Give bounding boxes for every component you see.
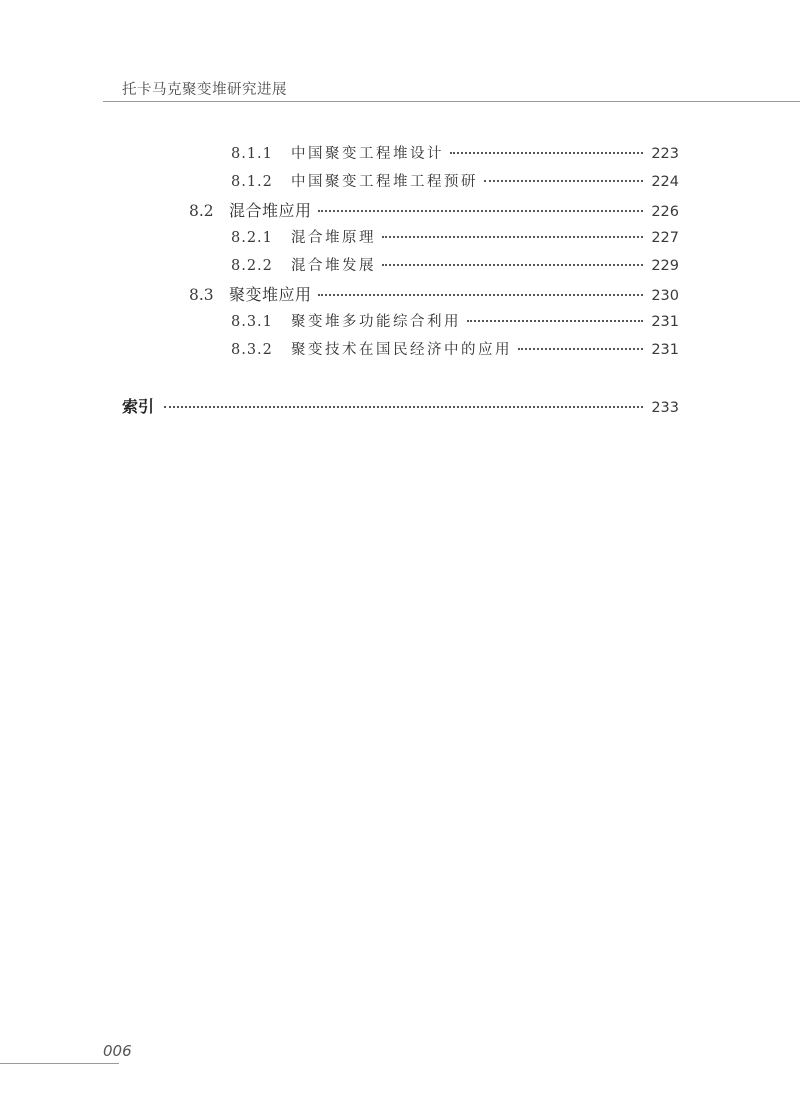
toc-entry-title: 中国聚变工程堆设计 [291, 146, 444, 162]
toc-entry-title: 混合堆原理 [291, 230, 376, 246]
toc-entry-number: 8.1.1 [231, 146, 273, 162]
toc-entry-number: 8.2 [189, 202, 214, 220]
toc-entry-title: 混合堆发展 [291, 258, 376, 274]
toc-entry-title: 中国聚变工程堆工程预研 [291, 174, 478, 190]
toc-entry-page: 227 [651, 230, 679, 246]
toc-entry-8-2[interactable] [189, 198, 679, 220]
toc-entry-page: 226 [651, 204, 679, 220]
toc-dot-leader [382, 236, 643, 238]
toc-entry-number: 8.1.2 [231, 174, 273, 190]
toc-entry-page: 230 [651, 288, 679, 304]
page-number: 006 [103, 1042, 132, 1060]
toc-entry-page: 231 [651, 342, 679, 358]
toc-entry-8-2-2[interactable] [231, 254, 679, 276]
toc-entry-number: 8.3.2 [231, 342, 273, 358]
toc-entry-8-3[interactable] [189, 282, 679, 304]
toc-entry-number: 8.3 [189, 286, 214, 304]
toc-entry-page: 233 [651, 400, 679, 416]
toc-entry-index[interactable] [122, 394, 679, 416]
toc-dot-leader [484, 180, 643, 182]
toc-dot-leader [382, 264, 643, 266]
toc-entry-8-1-2[interactable] [231, 170, 679, 192]
toc-entry-page: 231 [651, 314, 679, 330]
toc-entry-title: 聚变堆应用 [229, 285, 312, 304]
toc-dot-leader [518, 348, 643, 350]
toc-entry-number: 8.2.1 [231, 230, 273, 246]
toc-entry-number: 8.3.1 [231, 314, 273, 330]
toc-entry-8-2-1[interactable] [231, 226, 679, 248]
toc-entry-page: 223 [651, 146, 679, 162]
running-header-title: 托卡马克聚变堆研究进展 [122, 82, 287, 98]
toc-entry-title: 聚变堆多功能综合利用 [291, 314, 461, 330]
footer-divider [0, 1063, 119, 1064]
toc-entry-number: 8.2.2 [231, 258, 273, 274]
toc-dot-leader [318, 210, 644, 212]
toc-dot-leader [318, 294, 644, 296]
toc-dot-leader [164, 406, 643, 408]
toc-entry-page: 229 [651, 258, 679, 274]
toc-entry-title: 聚变技术在国民经济中的应用 [291, 342, 512, 358]
toc-dot-leader [467, 320, 643, 322]
toc-entry-title: 混合堆应用 [229, 201, 312, 220]
toc-entry-title: 索引 [122, 397, 155, 416]
toc-dot-leader [450, 152, 643, 154]
toc-entry-page: 224 [651, 174, 679, 190]
header-divider [103, 101, 800, 102]
toc-entry-8-1-1[interactable] [231, 142, 679, 164]
toc-entry-8-3-2[interactable] [231, 338, 679, 360]
toc-entry-8-3-1[interactable] [231, 310, 679, 332]
